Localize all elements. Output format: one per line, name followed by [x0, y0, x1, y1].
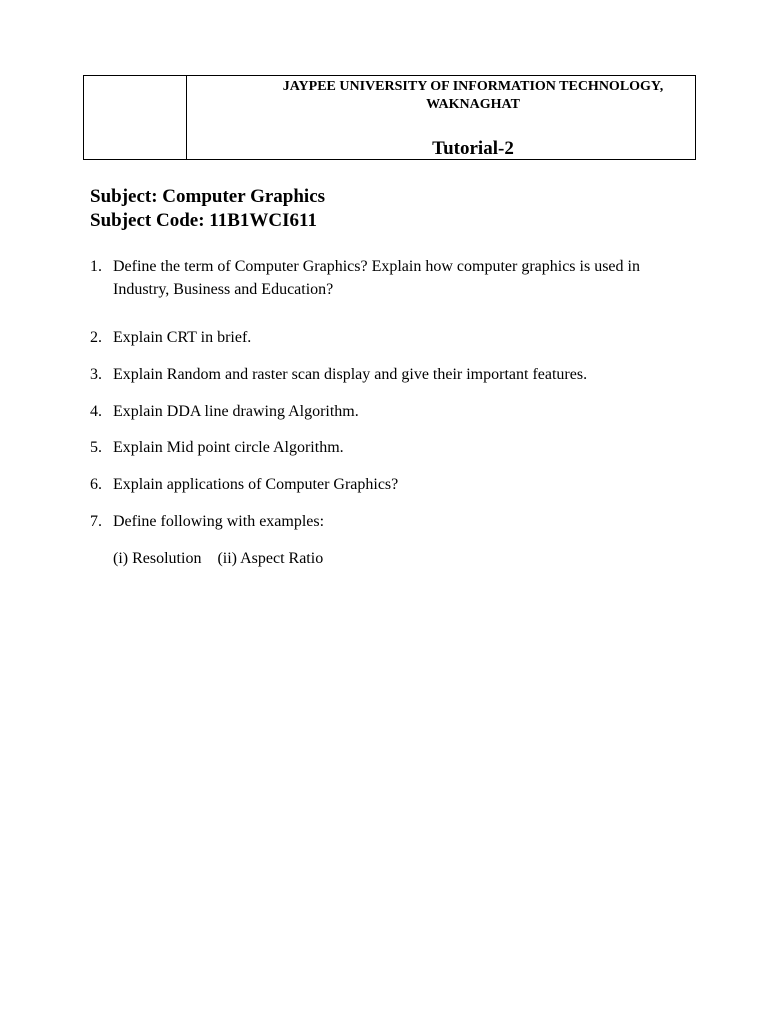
question-number: 2. [90, 329, 102, 346]
question-text: Explain applications of Computer Graphics? [113, 476, 399, 493]
question-text: Explain CRT in brief. [113, 329, 252, 346]
question-text: Explain Mid point circle Algorithm. [113, 439, 344, 456]
question-number: 6. [90, 476, 102, 493]
question-text: Explain Random and raster scan display and give their important features. [113, 366, 588, 383]
question-number: 5. [90, 439, 102, 456]
question-item [90, 473, 683, 496]
university-name-line1: JAYPEE UNIVERSITY OF INFORMATION TECHNOLOGY, [282, 79, 664, 94]
subject-code: Subject Code: 11B1WCI611 [90, 210, 317, 231]
question-item [90, 255, 683, 301]
question-number: 1. [90, 258, 102, 275]
question-item [90, 510, 683, 533]
question-text: Define the term of Computer Graphics? Explain how computer graphics is used in Industry, Business and Education? [113, 258, 640, 298]
question-text: Define following with examples: [113, 513, 325, 530]
question7-sub-items: (i) Resolution (ii) Aspect Ratio [113, 550, 324, 567]
question-number: 7. [90, 513, 102, 530]
subject-block [90, 185, 325, 233]
university-name-line2: WAKNAGHAT [426, 97, 520, 112]
question-item [90, 363, 683, 386]
question-item [90, 436, 683, 459]
university-name [187, 78, 695, 114]
subject-name: Subject: Computer Graphics [90, 186, 326, 207]
question-number: 4. [90, 403, 102, 420]
header-table [83, 75, 696, 160]
question-number: 3. [90, 366, 102, 383]
question-item [90, 326, 683, 349]
question-text: Explain DDA line drawing Algorithm. [113, 403, 359, 420]
tutorial-title: Tutorial-2 [432, 138, 514, 159]
logo-cell [84, 76, 187, 159]
title-cell [187, 76, 695, 159]
question-item [90, 400, 683, 423]
